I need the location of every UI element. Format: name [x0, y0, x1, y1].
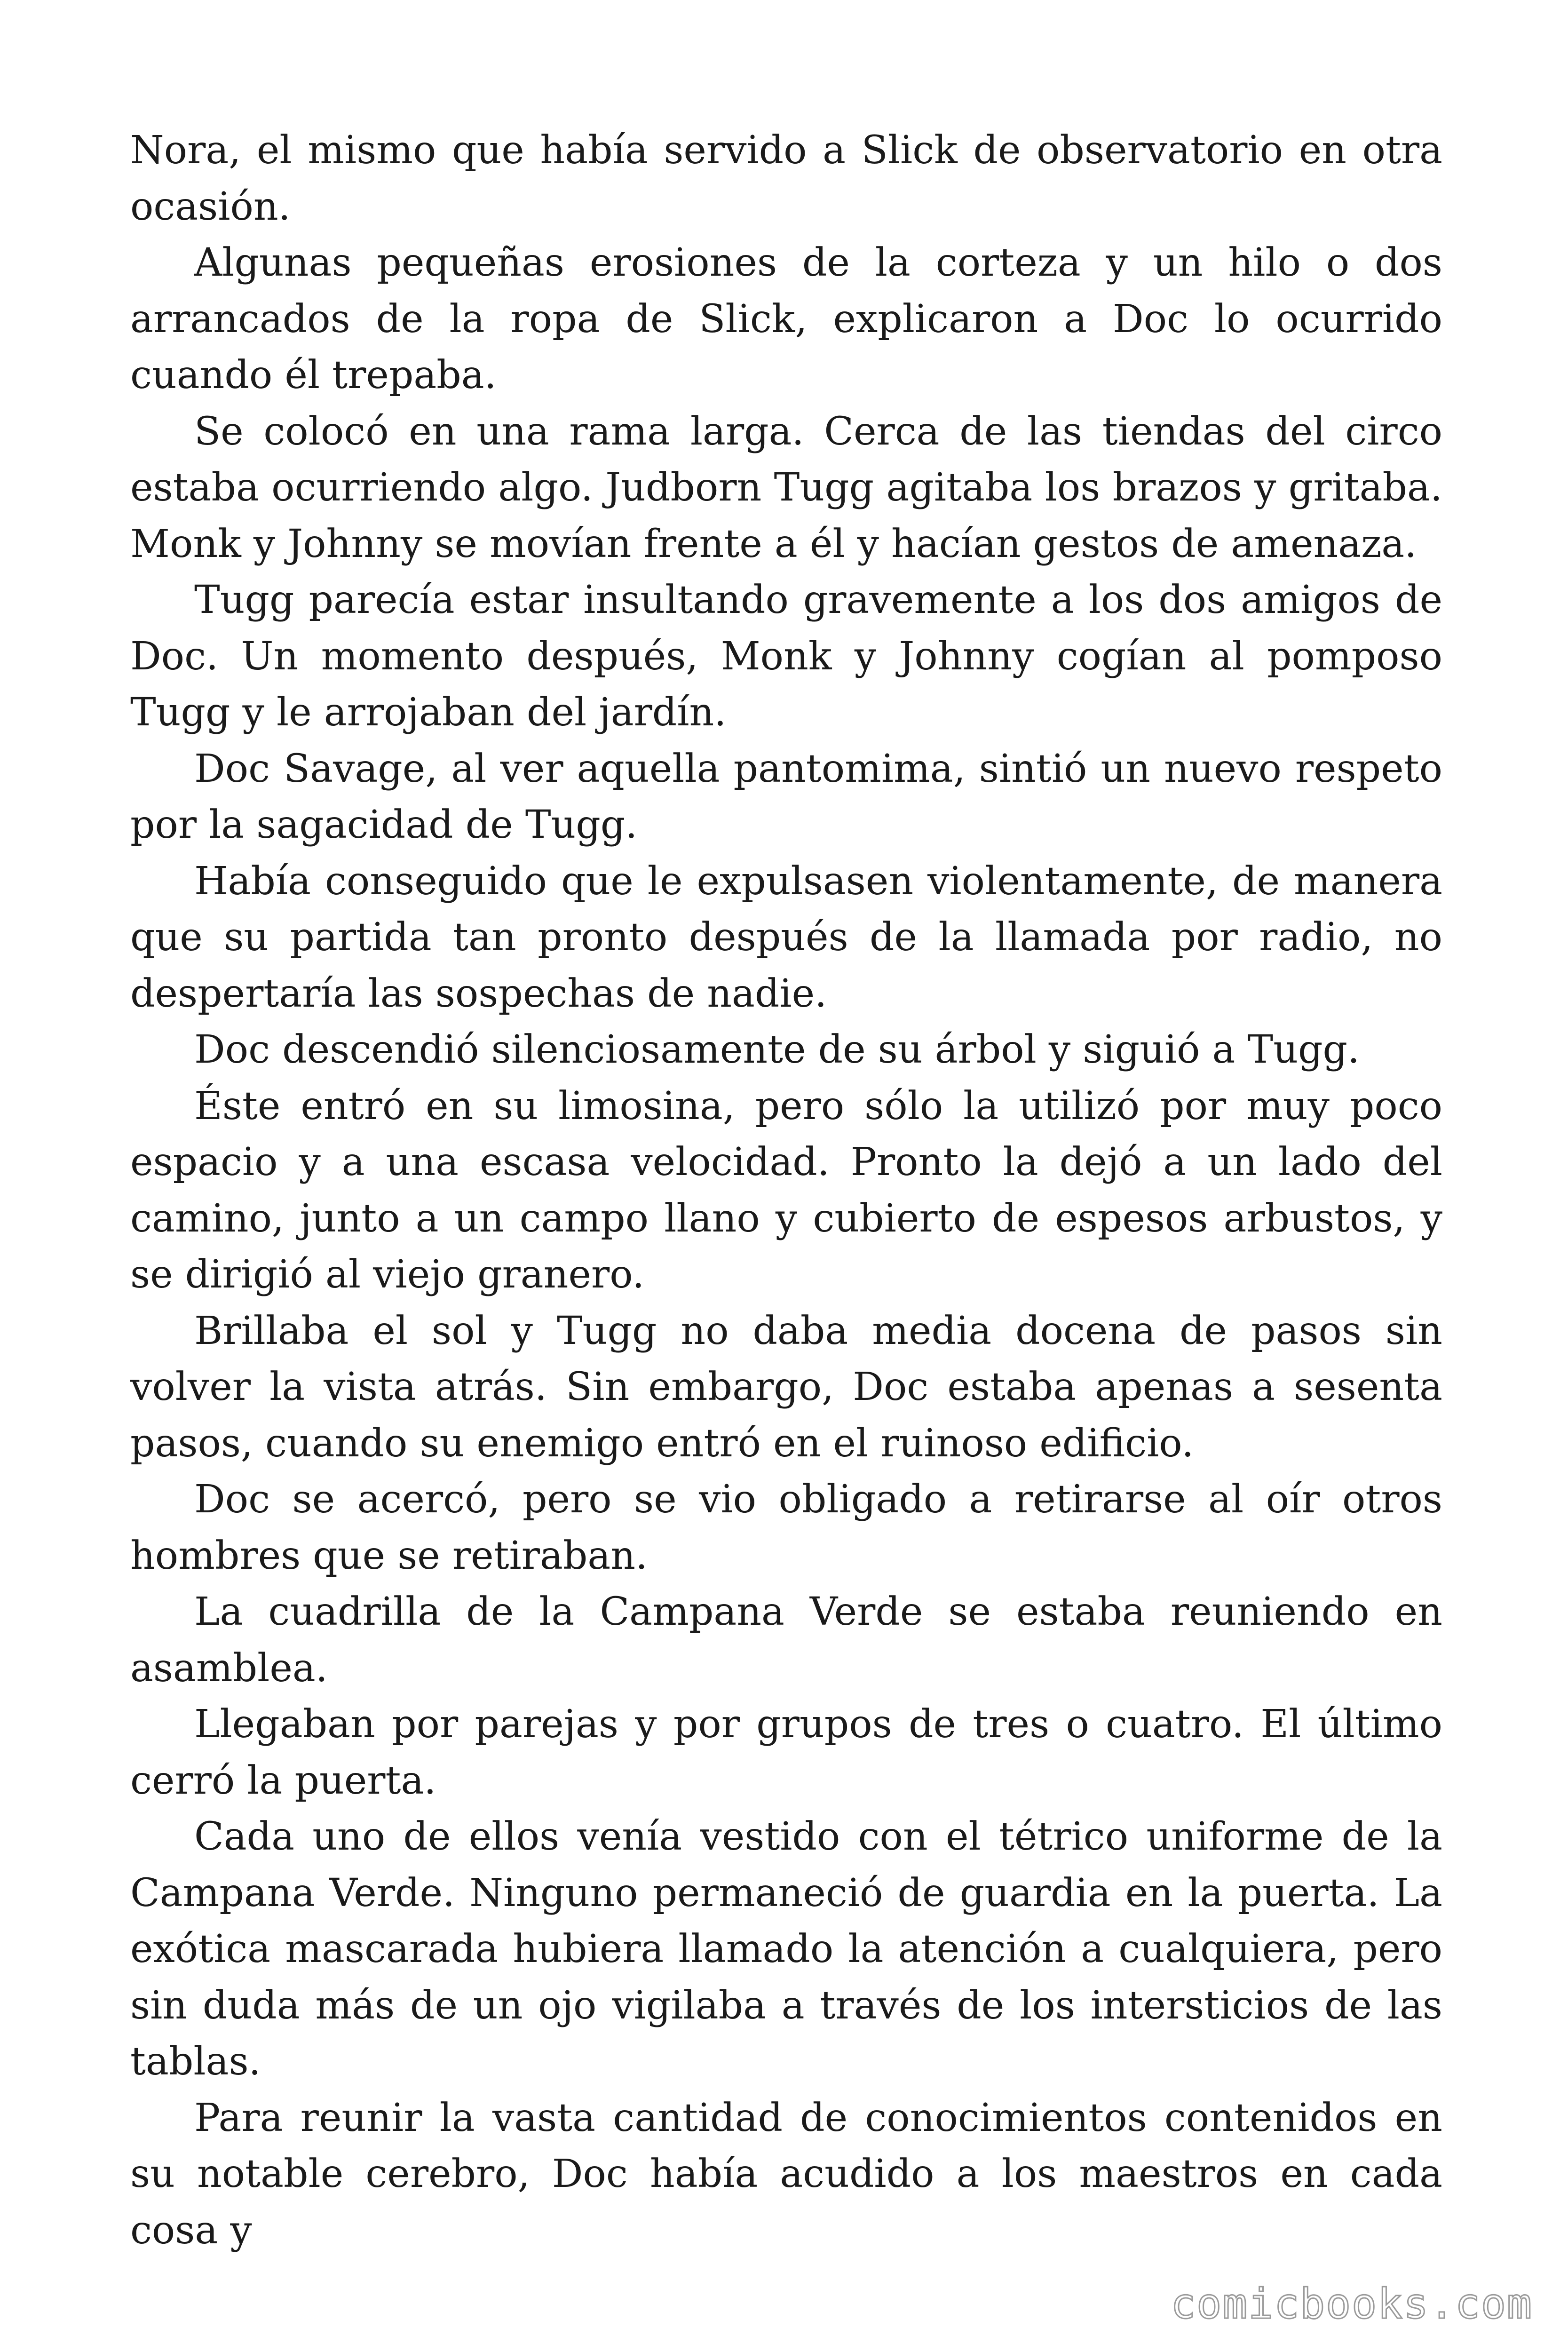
paragraph-7: Doc descendió silenciosamente de su árbol y siguió a Tugg. — [194, 1027, 1360, 1072]
paragraph-5: Doc Savage, al ver aquella pantomima, sintió un nuevo respeto por la sagacidad de Tugg. — [130, 746, 1442, 847]
paragraph-1: Nora, el mismo que había servido a Slick de observatorio en otra ocasión. — [130, 128, 1442, 229]
paragraph-3: Se colocó en una rama larga. Cerca de las tiendas del circo estaba ocurriendo algo. Judborn Tugg agitaba los brazos y gritaba. Monk y Johnny se movían frente a él y hacían gestos de amenaza. — [130, 409, 1442, 566]
paragraph-12: Llegaban por parejas y por grupos de tres o cuatro. El último cerró la puerta. — [130, 1702, 1442, 1803]
paragraph-10: Doc se acercó, pero se vio obligado a retirarse al oír otros hombres que se retiraban. — [130, 1477, 1442, 1578]
paragraph-4: Tugg parecía estar insultando gravemente a los dos amigos de Doc. Un momento después, Monk y Johnny cogían al pomposo Tugg y le arrojaban del jardín. — [130, 578, 1442, 735]
paragraph-8: Éste entró en su limosina, pero sólo la utilizó por muy poco espacio y a una escasa velocidad. Pronto la dejó a un lado del camino, junto a un campo llano y cubierto de espesos arbustos, y se dirigió al viejo granero. — [130, 1083, 1442, 1297]
paragraph-6: Había conseguido que le expulsasen violentamente, de manera que su partida tan pronto después de la llamada por radio, no despertaría las sospechas de nadie. — [130, 858, 1442, 1016]
paragraph-2: Algunas pequeñas erosiones de la corteza y un hilo o dos arrancados de la ropa de Slick, explicaron a Doc lo ocurrido cuando él trepaba. — [130, 240, 1442, 397]
paragraph-13: Cada uno de ellos venía vestido con el tétrico uniforme de la Campana Verde. Ninguno permaneció de guardia en la puerta. La exótica mascarada hubiera llamado la atención a cualquiera, pero sin duda más de un ojo vigilaba a través de los intersticios de las tablas. — [130, 1814, 1442, 2084]
paragraph-11: La cuadrilla de la Campana Verde se estaba reuniendo en asamblea. — [130, 1589, 1442, 1691]
paragraph-9: Brillaba el sol y Tugg no daba media docena de pasos sin volver la vista atrás. Sin embargo, Doc estaba apenas a sesenta pasos, cuando su enemigo entró en el ruinoso edificio. — [130, 1308, 1442, 1466]
paragraph-14: Para reunir la vasta cantidad de conocimientos contenidos en su notable cerebro, Doc había acudido a los maestros en cada cosa y — [130, 2095, 1442, 2253]
watermark: comicbooks.com — [1171, 2280, 1533, 2328]
page-body — [130, 122, 1442, 2258]
